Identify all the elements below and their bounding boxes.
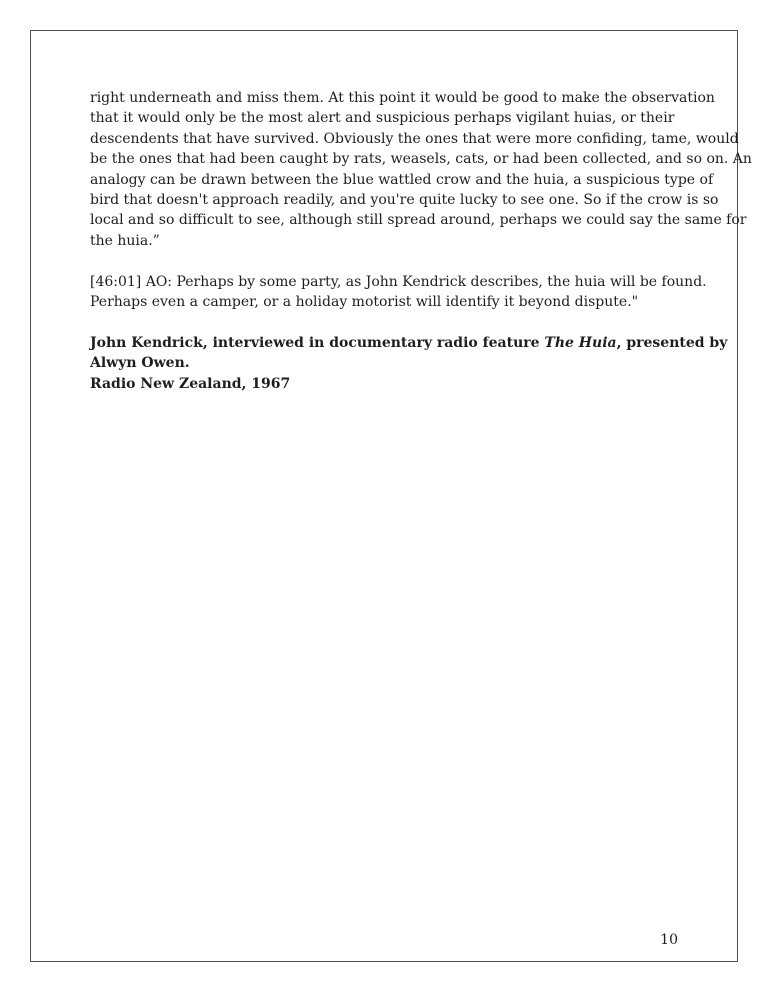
attribution-suffix: , presented by: [616, 334, 728, 351]
page-border: [30, 30, 752, 962]
text-line: descendents that have survived. Obviously the ones that were more confiding, tame, would: [90, 130, 739, 147]
text-line: that it would only be the most alert and suspicious perhaps vigilant huias, or their: [90, 110, 675, 127]
attribution-prefix: John Kendrick, interviewed in documentary radio feature: [90, 334, 545, 351]
attribution-paragraph: [90, 333, 728, 394]
page-number: 10: [660, 931, 678, 948]
page-content: [90, 88, 752, 414]
attribution-work-title: The Huia: [544, 334, 617, 351]
text-line: [90, 333, 728, 353]
text-line: bird that doesn't approach readily, and you're quite lucky to see one. So if the crow is so: [90, 192, 719, 209]
text-line: analogy can be drawn between the blue wattled crow and the huia, a suspicious type of: [90, 171, 714, 188]
text-line: Radio New Zealand, 1967: [90, 375, 291, 392]
timestamp-paragraph: [90, 272, 707, 313]
text-line: [46:01] AO: Perhaps by some party, as John Kendrick describes, the huia will be found.: [90, 273, 707, 290]
text-line: Perhaps even a camper, or a holiday motorist will identify it beyond dispute.": [90, 294, 639, 311]
text-line: local and so difficult to see, although still spread around, perhaps we could say the same for: [90, 212, 747, 229]
text-line: the huia.”: [90, 232, 160, 249]
quote-paragraph: [90, 88, 752, 251]
text-line: right underneath and miss them. At this point it would be good to make the observation: [90, 90, 715, 106]
text-line: be the ones that had been caught by rats, weasels, cats, or had been collected, and so on. An: [90, 151, 752, 168]
text-line: Alwyn Owen.: [90, 355, 190, 372]
